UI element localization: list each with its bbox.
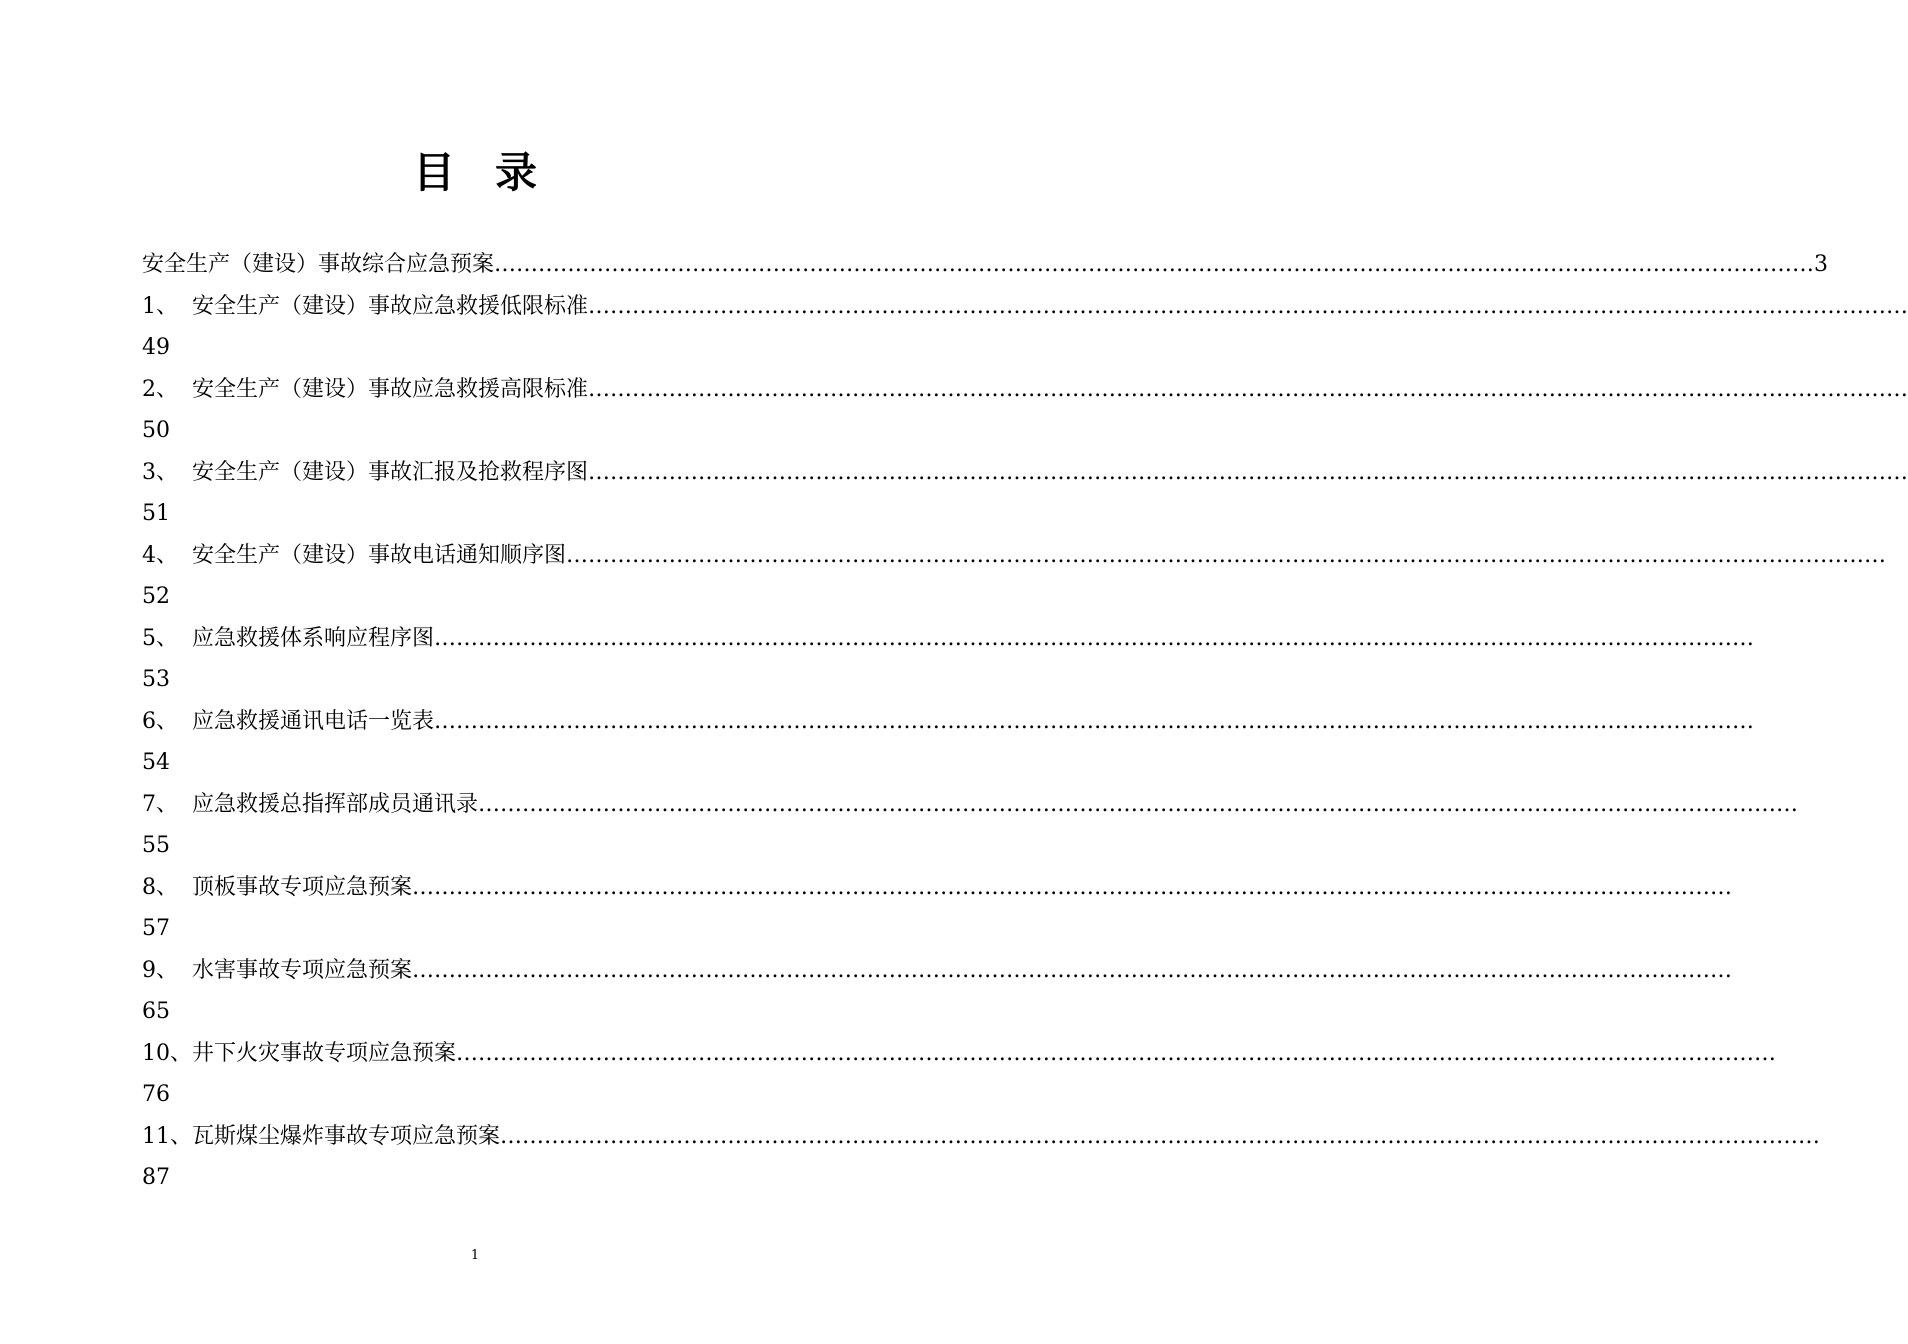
toc-leader-dots: ……………………………………………………………………………………………………………………………………………………………… [588, 459, 1908, 485]
toc-entry[interactable] [142, 452, 1908, 494]
toc-entry-page-line [142, 493, 810, 535]
toc-entry[interactable] [142, 535, 1887, 577]
table-of-contents [142, 244, 1908, 1199]
toc-entry-page: 76 [142, 1082, 170, 1107]
toc-entry-main[interactable] [142, 244, 1829, 286]
toc-entry-page-line [142, 991, 810, 1033]
toc-entry[interactable] [142, 1033, 1777, 1075]
toc-entry[interactable] [142, 618, 1755, 660]
toc-entry-text: 安全生产（建设）事故综合应急预案 [142, 252, 495, 277]
toc-entry-page: 52 [142, 584, 170, 609]
toc-entry-page: 54 [142, 750, 170, 775]
toc-items [142, 286, 1908, 1199]
toc-entry-text: 水害事故专项应急预案 [192, 957, 413, 983]
toc-entry-number: 4、 [142, 542, 178, 568]
toc-entry-text: 顶板事故专项应急预案 [192, 874, 413, 900]
toc-entry-text: 安全生产（建设）事故应急救援高限标准 [192, 376, 589, 402]
toc-entry-page: 49 [142, 335, 170, 360]
toc-entry-text: 安全生产（建设）事故汇报及抢救程序图 [192, 459, 589, 485]
toc-entry-page-line [142, 825, 810, 867]
toc-entry-text: 安全生产（建设）事故电话通知顺序图 [192, 542, 567, 568]
toc-entry-page-line [142, 742, 810, 784]
toc-entry[interactable] [142, 1116, 1821, 1158]
toc-entry-number: 5、 [142, 625, 178, 651]
toc-entry[interactable] [142, 369, 1908, 411]
toc-entry-page-line [142, 1074, 810, 1116]
toc-entry-page: 51 [142, 501, 170, 526]
toc-entry[interactable] [142, 286, 1908, 328]
toc-entry-number: 1、 [142, 293, 178, 319]
toc-entry-page: 87 [142, 1165, 170, 1190]
toc-entry-page: 3 [1814, 252, 1829, 277]
toc-leader-dots: ……………………………………………………………………………………………………………………………………………………………… [588, 293, 1908, 319]
toc-entry[interactable] [142, 950, 1733, 992]
toc-entry-page: 53 [142, 667, 170, 692]
toc-entry-number: 8、 [142, 874, 178, 900]
toc-entry-number: 3、 [142, 459, 178, 485]
toc-entry-text: 瓦斯煤尘爆炸事故专项应急预案 [192, 1123, 501, 1149]
toc-entry[interactable] [142, 867, 1733, 909]
toc-entry[interactable] [142, 784, 1799, 826]
toc-leader-dots: ……………………………………………………………………………………………………………………………………………………………… [456, 1040, 1777, 1066]
toc-title [0, 148, 950, 198]
toc-entry-text: 应急救援总指挥部成员通讯录 [192, 791, 479, 817]
toc-leader-dots: ……………………………………………………………………………………………………………………………………………………………… [500, 1123, 1821, 1149]
page-number: 1 [470, 1248, 480, 1263]
toc-entry-page-line [142, 1157, 810, 1199]
toc-entry-page-line [142, 908, 810, 950]
toc-leader-dots: ……………………………………………………………………………………………………………………………………………………………… [434, 708, 1755, 734]
toc-entry-page-line [142, 659, 810, 701]
toc-entry-page-line [142, 410, 810, 452]
toc-entry-number: 6、 [142, 708, 178, 734]
toc-entry-page: 57 [142, 916, 170, 941]
title-char-1: 目 [412, 148, 455, 197]
toc-entry-page: 50 [142, 418, 170, 443]
toc-entry-page-line [142, 576, 810, 618]
toc-leader-dots: ……………………………………………………………………………………………………………………………………………………………… [412, 957, 1733, 983]
title-char-2: 录 [495, 148, 538, 197]
toc-entry[interactable] [142, 701, 1755, 743]
toc-entry-number: 9、 [142, 957, 178, 983]
toc-entry-text: 安全生产（建设）事故应急救援低限标准 [192, 293, 589, 319]
toc-leader-dots: ……………………………………………………………………………………………………………………………………………………………… [412, 874, 1733, 900]
toc-entry-number: 7、 [142, 791, 178, 817]
toc-leader-dots: ……………………………………………………………………………………………………………………………………………………………… [588, 376, 1908, 402]
toc-entry-page-line [142, 327, 810, 369]
toc-entry-page: 55 [142, 833, 170, 858]
toc-leader-dots: ……………………………………………………………………………………………………………………………………………………………… [566, 542, 1887, 568]
toc-leader-dots: ……………………………………………………………………………………………………………………………………………………………… [494, 252, 1815, 277]
toc-entry-number: 10、 [142, 1040, 192, 1066]
toc-entry-number: 2、 [142, 376, 178, 402]
toc-leader-dots: ……………………………………………………………………………………………………………………………………………………………… [478, 791, 1799, 817]
toc-entry-number: 11、 [142, 1123, 192, 1149]
toc-entry-page: 65 [142, 999, 170, 1024]
toc-entry-text: 井下火灾事故专项应急预案 [192, 1040, 457, 1066]
toc-entry-text: 应急救援通讯电话一览表 [192, 708, 435, 734]
toc-leader-dots: ……………………………………………………………………………………………………………………………………………………………… [434, 625, 1755, 651]
toc-entry-text: 应急救援体系响应程序图 [192, 625, 435, 651]
